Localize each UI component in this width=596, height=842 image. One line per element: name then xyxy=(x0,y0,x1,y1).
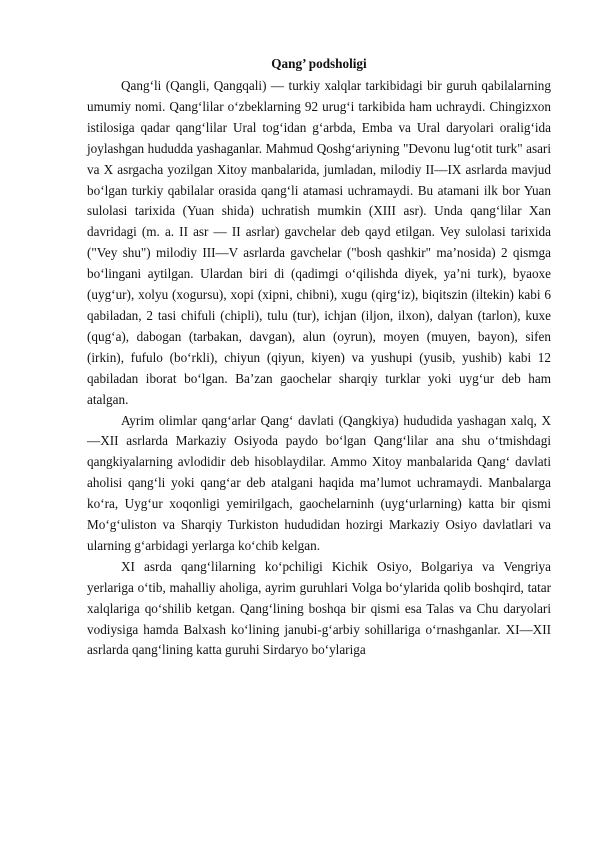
paragraph-xi-century-migration: XI asrda qang‘lilarning ko‘pchiligi Kichik Osiyo, Bolgariya va Vengriya yerlariga o‘tib, mahalliy aholiga, ayrim guruhlari Volga bo‘ylarida qolib boshqird, tatar xalqlariga qo‘shilib ketgan. Qang‘lining boshqa bir qismi esa Talas va Chu daryolari vodiysiga hamda Balxash ko‘lining janubi-g‘arbiy sohillariga o‘rnashganlar. XI—XII asrlarda qang‘lining katta guruhi Sirdaryo bo‘ylariga xyxy=(87,558,551,658)
document-title: Qang’ podsholigi xyxy=(271,56,367,71)
paragraph-qangli-intro: Qang‘li (Qangli, Qangqali) — turkiy xalqlar tarkibidagi bir guruh qabilalarning umumiy nomi. Qang‘lilar o‘zbeklarning 92 urug‘i tarkibida ham uchraydi. Chingizxon istilosiga qadar qang‘lilar Ural tog‘idan g‘arbda, Emba va Ural daryolari oralig‘ida joylashgan hududda yashaganlar. Mahmud Qoshg‘ariyning "Devonu lug‘otit turk" asari va X asrgacha yozilgan Xitoy manbalarida, jumladan, milodiy II—IX asrlarda mavjud bo‘lgan turkiy qabilalar orasida qang‘li atamasi uchramaydi. Bu atamani ilk bor Yuan sulolasi tarixida (Yuan shida) uchratish mumkin (XIII asr). Unda qang‘lilar Xan davridagi (m. a. II asr — II asrlar) gavchelar deb qayd etilgan. Vey sulolasi tarixida ("Vey shu") milodiy III—V asrlarda gavchelar ("bosh qashkir" ma’nosida) 2 qismga bo‘lingani aytilgan. Ulardan biri di (qadimgi o‘qilishda diyek, ya’ni turk), byaoxe (uyg‘ur), xolyu (xogursu), xopi (xipni, chibni), xugu (qirg‘iz), biqitszin (iltekin) kabi 6 qabiladan, 2 tasi chifuli (chipli), tulu (tur), ichjan (iljon, ilxon), dalyan (tarlon), kuxe (qug‘a), dabogan (tarbakan, davgan), alun (oyrun), moyen (muyen, bayon), sifen (irkin), fufulo (bo‘rkli), chiyun (qiyun, kiyen) va yushupi (yusib, yushib) kabi 12 qabiladan iborat bo‘lgan. Ba’zan gaochelar sharqiy turklar yoki uyg‘ur deb ham atalgan. xyxy=(87,78,551,407)
paragraph-qangkiya-origin: Ayrim olimlar qang‘arlar Qang‘ davlati (Qangkiya) hududida yashagan xalq, X—XII asrlarda Markaziy Osiyoda paydo bo‘lgan Qang‘lilar ana shu o‘tmishdagi qangkiyalarning avlodidir deb hisoblaydilar. Ammo Xitoy manbalarida Qang‘ davlati aholisi qang‘li yoki qang‘ar deb atalgani haqida ma’lumot uchramaydi. Manbalarga ko‘ra, Uyg‘ur xoqonligi yemirilgach, gaochelarninh (uyg‘urlarning) katta bir qismi Mo‘g‘uliston va Sharqiy Turkiston hududidan hozirgi Markaziy Osiyo davlatlari va ularning g‘arbidagi yerlarga ko‘chib kelgan. xyxy=(87,412,551,553)
document-page xyxy=(87,54,551,661)
